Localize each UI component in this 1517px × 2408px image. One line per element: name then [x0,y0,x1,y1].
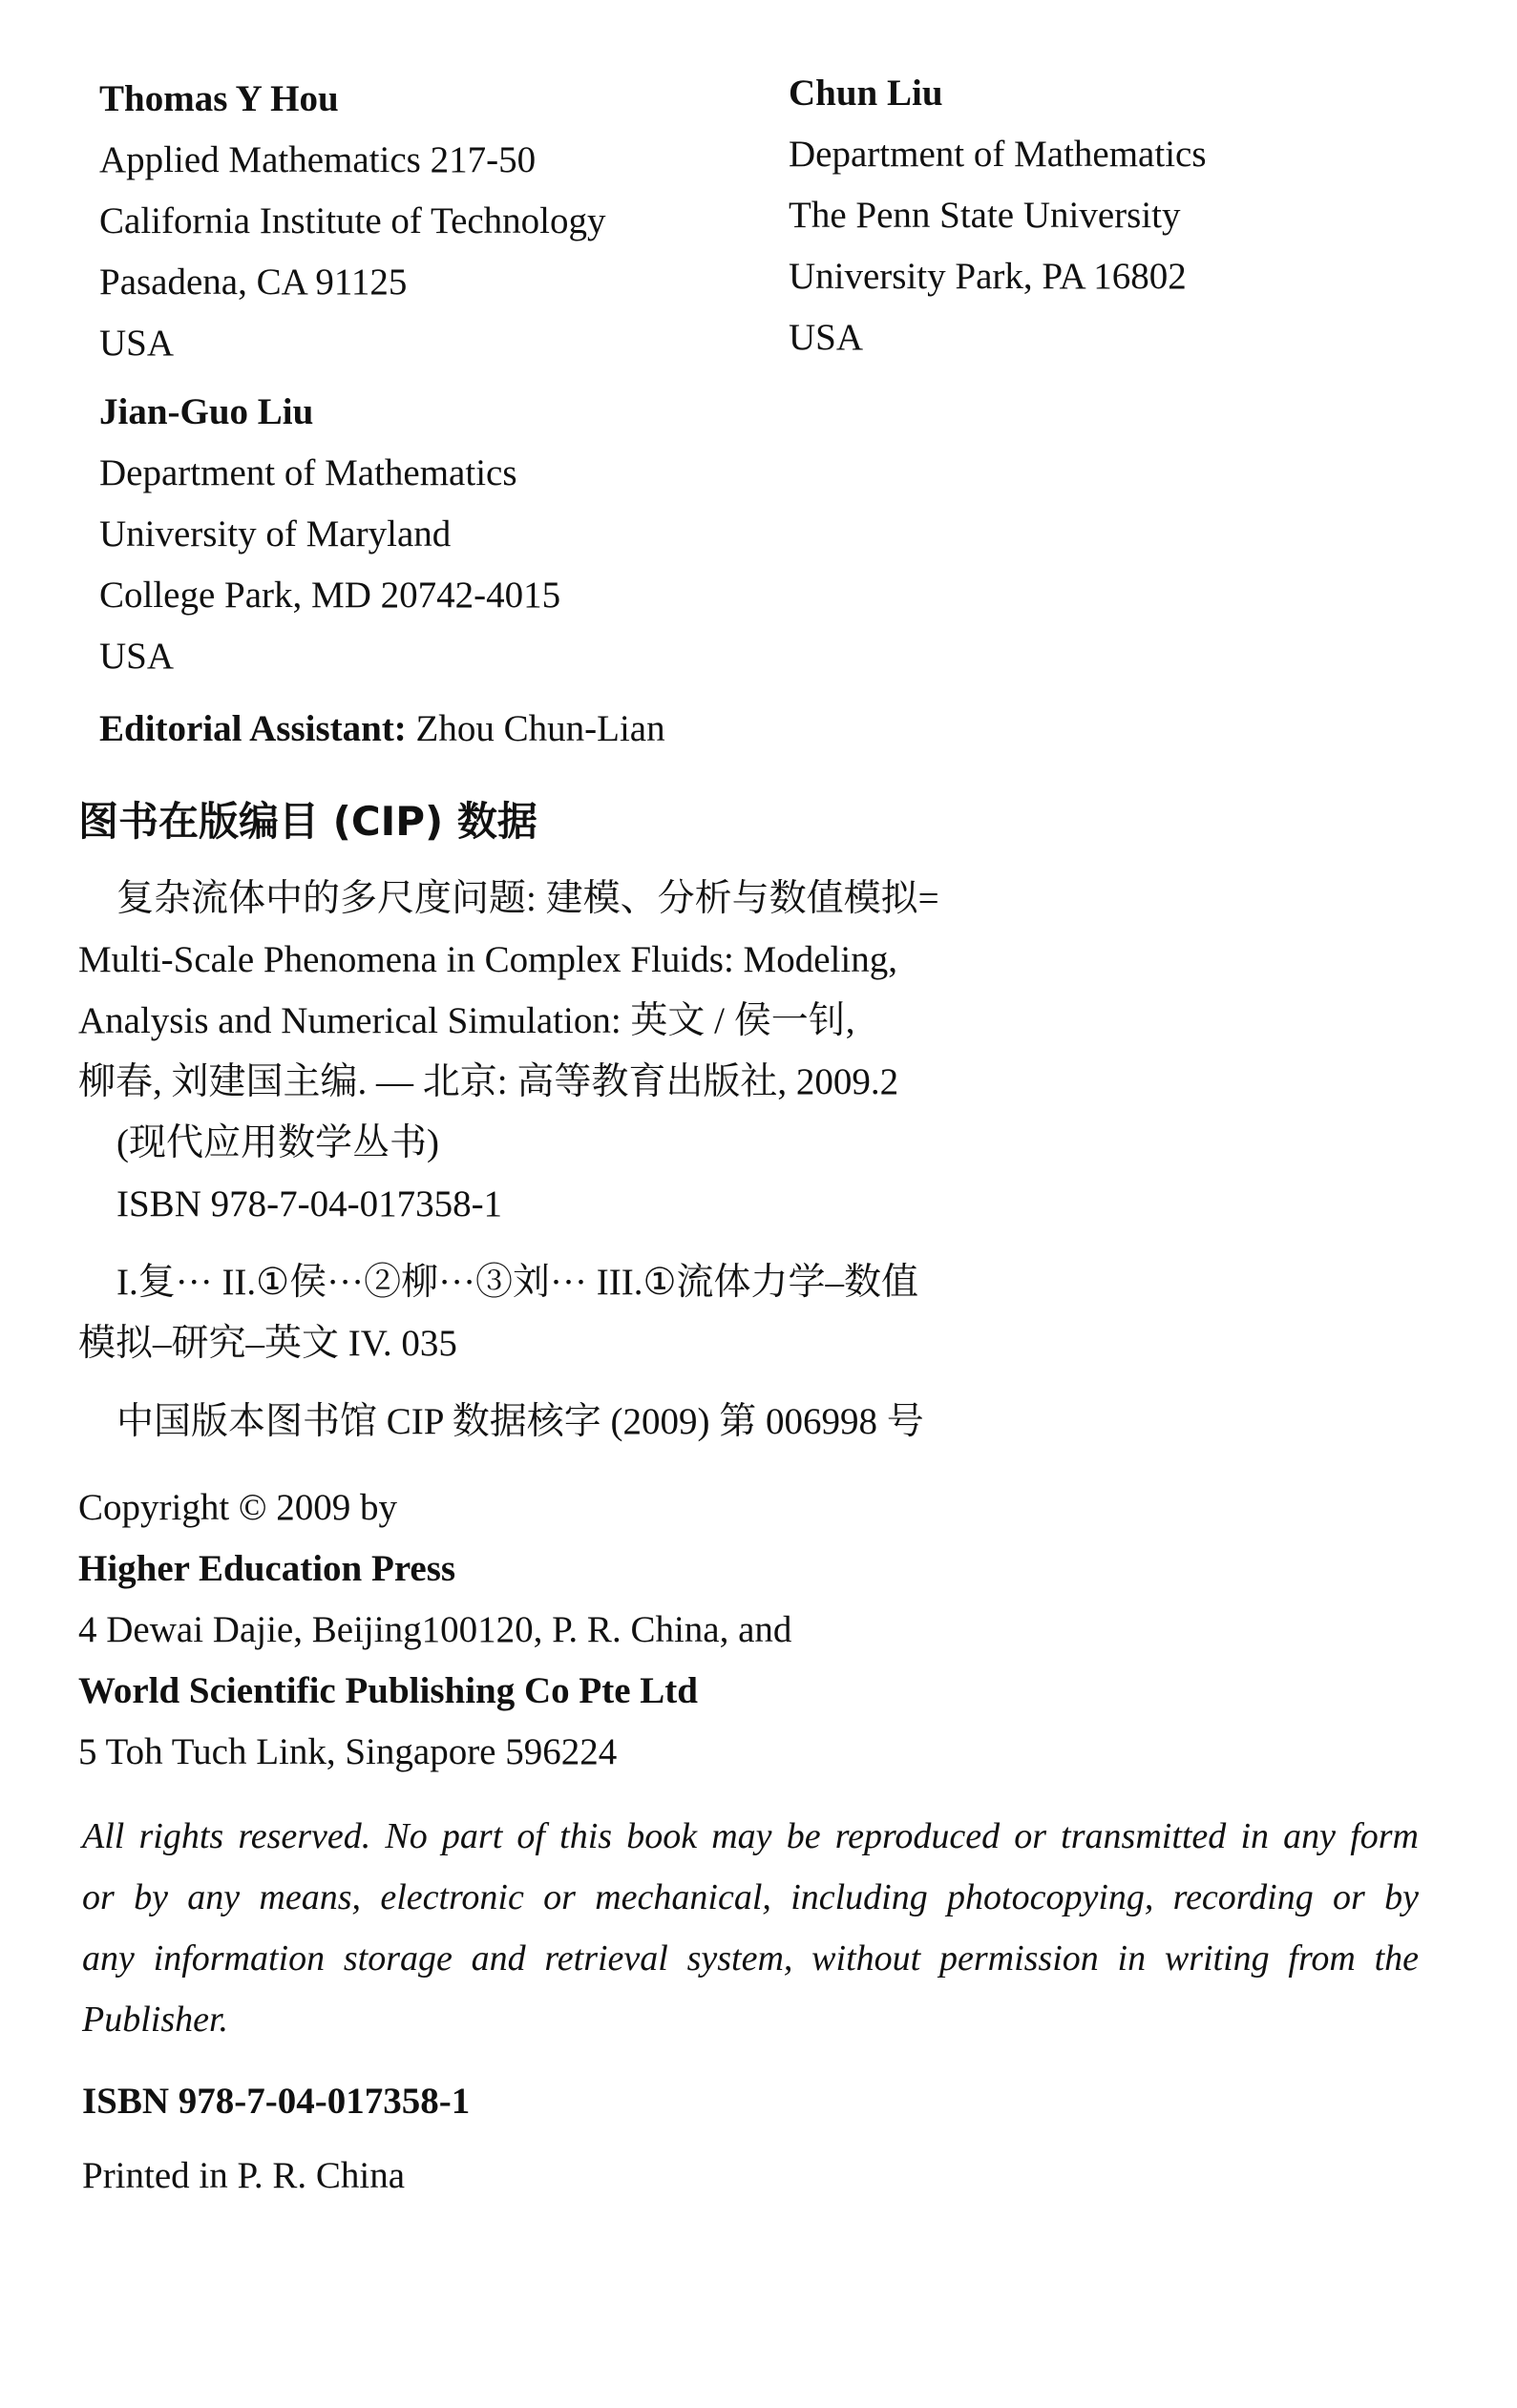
author-address-line: University of Maryland [99,513,452,555]
printed-in: Printed in P. R. China [82,2155,406,2196]
author-address-line: California Institute of Technology [99,200,606,241]
author-name: Thomas Y Hou [99,78,339,119]
cip-line: (现代应用数学丛书) [116,1122,439,1163]
cip-line: Multi-Scale Phenomena in Complex Fluids: Modeling, [78,939,897,980]
author-address-line: Department of Mathematics [99,452,517,493]
author-block-jian-guo-liu [99,382,560,687]
rights-line: Publisher. [82,2000,229,2040]
cip-line: 中国版本图书馆 CIP 数据核字 (2009) 第 006998 号 [116,1401,924,1442]
publisher-name: Higher Education Press [78,1548,456,1589]
editorial-assistant [99,699,665,760]
rights-line: or by any means, electronic or mechanical, including photocopying, recording or by [82,1877,1419,1917]
author-address-line: Department of Mathematics [789,134,1207,175]
rights-statement [82,1806,1419,2050]
editorial-name: Zhou Chun-Lian [415,708,665,749]
author-address-line: University Park, PA 16802 [789,256,1187,297]
cip-line: ISBN 978-7-04-017358-1 [116,1183,503,1225]
publisher-name: World Scientific Publishing Co Pte Ltd [78,1670,698,1711]
rights-line: All rights reserved. No part of this book may be reproduced or transmitted in any form [82,1816,1419,1856]
author-address-line: USA [789,317,864,358]
cip-line: 复杂流体中的多尺度问题: 建模、分析与数值模拟= [116,878,939,919]
author-address-line: The Penn State University [789,195,1181,236]
author-name: Chun Liu [789,73,943,114]
author-address-line: Applied Mathematics 217-50 [99,139,537,180]
author-address-line: USA [99,636,175,677]
cip-heading: 图书在版编目 (CIP) 数据 [78,798,537,845]
cip-line: 柳春, 刘建国主编. — 北京: 高等教育出版社, 2009.2 [78,1061,899,1102]
author-address-line: College Park, MD 20742-4015 [99,575,561,616]
cip-line: I.复··· II.①侯···②柳···③刘··· III.①流体力学–数值 [116,1262,918,1303]
author-address-line: USA [99,323,175,364]
copyright-line: Copyright © 2009 by [78,1487,398,1528]
cip-line: Analysis and Numerical Simulation: 英文 / 侯一钊, [78,1000,855,1041]
author-block-hou [99,69,606,374]
isbn: ISBN 978-7-04-017358-1 [82,2081,471,2122]
rights-line: any information storage and retrieval system, without permission in writing from the [82,1938,1419,1979]
editorial-label: Editorial Assistant: [99,708,407,749]
publisher-address: 5 Toh Tuch Link, Singapore 596224 [78,1731,618,1772]
author-block-chun-liu [789,63,1207,368]
author-name: Jian-Guo Liu [99,391,314,432]
publisher-address: 4 Dewai Dajie, Beijing100120, P. R. China, and [78,1609,792,1650]
cip-line: 模拟–研究–英文 IV. 035 [78,1323,457,1364]
copyright-block [78,1477,791,1783]
author-address-line: Pasadena, CA 91125 [99,262,408,303]
